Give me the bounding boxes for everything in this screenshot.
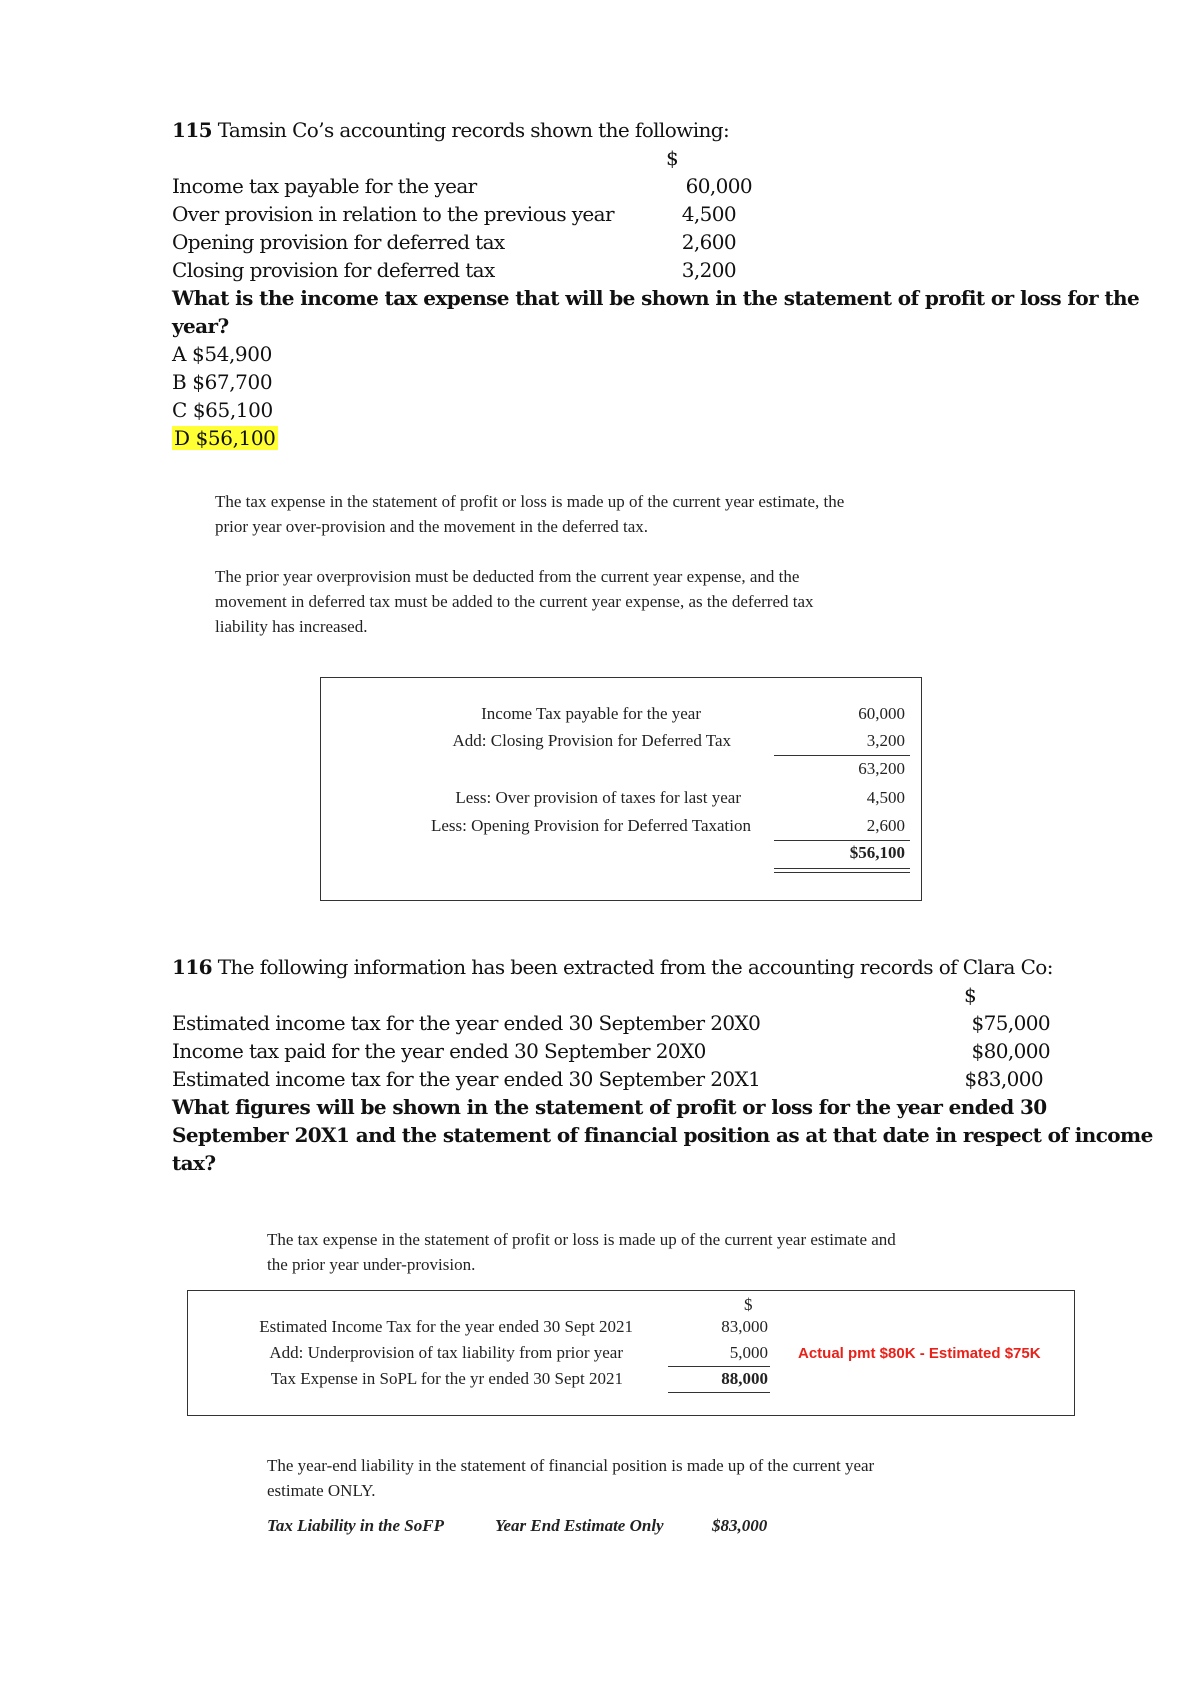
- q115-row-label: Over provision in relation to the previous year: [172, 202, 614, 226]
- q115-intro: Tamsin Co’s accounting records shown the following:: [217, 118, 730, 142]
- calc-total: $56,100: [849, 843, 905, 862]
- calc-value: 2,600: [866, 816, 905, 835]
- q116-row-value: $75,000: [971, 1011, 1050, 1035]
- q115-question: What is the income tax expense that will be shown in the statement of profit or loss for the: [172, 286, 1140, 310]
- q115-option-c: C $65,100: [172, 398, 273, 422]
- calc-subtotal: 63,200: [858, 759, 905, 778]
- calc-label: Estimated Income Tax for the year ended 30 Sept 2021: [259, 1317, 633, 1336]
- q116-row-label: Estimated income tax for the year ended 30 September 20X0: [172, 1011, 761, 1035]
- calc-total: 88,000: [721, 1369, 768, 1388]
- calc-value: 83,000: [721, 1317, 768, 1336]
- q115-row-label: Closing provision for deferred tax: [172, 258, 495, 282]
- q115-row-label: Opening provision for deferred tax: [172, 230, 505, 254]
- calc-rule: [668, 1366, 770, 1367]
- q116-intro-line: [172, 953, 1053, 981]
- q116-row-label: Estimated income tax for the year ended 30 September 20X1: [172, 1067, 761, 1091]
- q116-question: tax?: [172, 1151, 216, 1175]
- calc-label: Add: Closing Provision for Deferred Tax: [452, 731, 731, 750]
- q115-explanation: prior year over-provision and the movement in the deferred tax.: [215, 517, 649, 536]
- calc-value: 3,200: [866, 731, 905, 750]
- calc-double-rule: [774, 872, 910, 873]
- q116-explanation: The tax expense in the statement of profit or loss is made up of the current year estimate and: [267, 1230, 896, 1249]
- q116-explanation: the prior year under-provision.: [267, 1255, 476, 1274]
- calc-value: 4,500: [866, 788, 905, 807]
- q116-row-value: $83,000: [964, 1067, 1043, 1091]
- q116-liability-desc: Year End Estimate Only: [495, 1516, 664, 1535]
- calc-double-rule: [774, 868, 910, 869]
- q115-row-value: 4,500: [681, 202, 736, 226]
- q115-explanation: movement in deferred tax must be added to the current year expense, as the deferred tax: [215, 592, 814, 611]
- q115-explanation: The prior year overprovision must be deducted from the current year expense, and the: [215, 567, 800, 586]
- q116-currency-header: $: [964, 983, 977, 1007]
- q115-question: year?: [172, 314, 229, 338]
- q115-currency-header: $: [666, 146, 679, 170]
- q115-row-value: 60,000: [685, 174, 752, 198]
- calc-label: Less: Over provision of taxes for last year: [455, 788, 741, 807]
- calc-label: Income Tax payable for the year: [481, 704, 701, 723]
- q116-intro: The following information has been extracted from the accounting records of Clara Co:: [217, 955, 1053, 979]
- q115-number: 115: [172, 118, 212, 142]
- q115-option-b: B $67,700: [172, 370, 273, 394]
- q115-row-value: 3,200: [681, 258, 736, 282]
- calc-label: Tax Expense in SoPL for the yr ended 30 Sept 2021: [270, 1369, 623, 1388]
- q116-explanation: estimate ONLY.: [267, 1481, 376, 1500]
- calc-rule: [668, 1392, 770, 1393]
- calc-currency-header: $: [744, 1295, 753, 1314]
- q115-intro-line: [172, 116, 729, 144]
- calc-label: Add: Underprovision of tax liability from prior year: [269, 1343, 623, 1362]
- calc-rule: [774, 840, 910, 841]
- q116-calc-box: [187, 1290, 1075, 1416]
- q116-explanation: The year-end liability in the statement of financial position is made up of the current year: [267, 1456, 875, 1475]
- calc-note: Actual pmt $80K - Estimated $75K: [798, 1345, 1041, 1362]
- q116-liability-value: $83,000: [712, 1516, 768, 1535]
- q116-liability-label: Tax Liability in the SoFP: [267, 1516, 444, 1535]
- q116-question: What figures will be shown in the statement of profit or loss for the year ended 30: [172, 1095, 1047, 1119]
- calc-label: Less: Opening Provision for Deferred Taxation: [430, 816, 751, 835]
- q116-number: 116: [172, 955, 212, 979]
- q115-option-d-correct: D $56,100: [174, 426, 276, 450]
- q115-row-value: 2,600: [681, 230, 736, 254]
- q115-option-a: A $54,900: [172, 342, 272, 366]
- q116-row-value: $80,000: [971, 1039, 1050, 1063]
- calc-rule: [774, 755, 910, 756]
- q115-explanation: liability has increased.: [215, 617, 368, 636]
- q116-row-label: Income tax paid for the year ended 30 September 20X0: [172, 1039, 706, 1063]
- q115-explanation: The tax expense in the statement of profit or loss is made up of the current year estimate, the: [215, 492, 845, 511]
- calc-value: 5,000: [729, 1343, 768, 1362]
- q115-row-label: Income tax payable for the year: [172, 174, 477, 198]
- q115-calc-box: [320, 677, 922, 901]
- q116-question: September 20X1 and the statement of financial position as at that date in respect of income: [172, 1123, 1153, 1147]
- calc-value: 60,000: [858, 704, 905, 723]
